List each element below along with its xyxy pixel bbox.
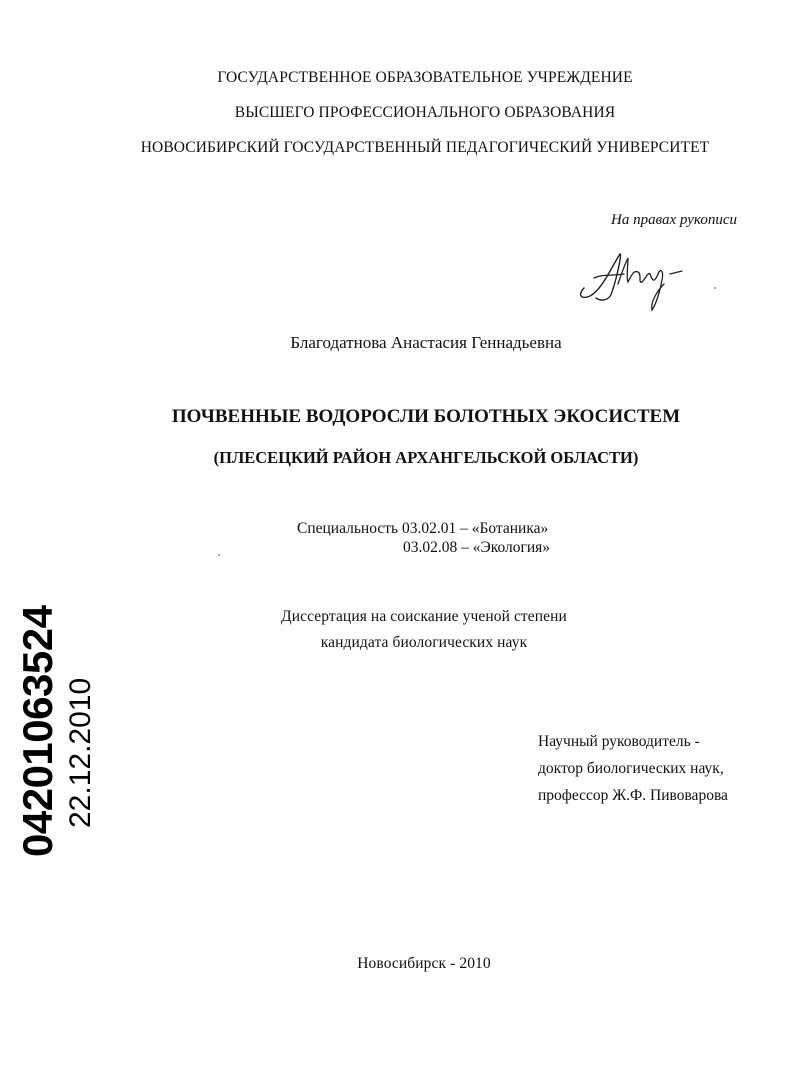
- institution-line-1: ГОСУДАРСТВЕННОЕ ОБРАЗОВАТЕЛЬНОЕ УЧРЕЖДЕНИЕ: [217, 69, 633, 86]
- scan-speck: [218, 554, 220, 556]
- supervisor-line-1: Научный руководитель -: [538, 733, 700, 750]
- scan-speck: [714, 287, 716, 289]
- institution-line-2: ВЫСШЕГО ПРОФЕССИОНАЛЬНОГО ОБРАЗОВАНИЯ: [234, 104, 616, 121]
- institution-line-3: НОВОСИБИРСКИЙ ГОСУДАРСТВЕННЫЙ ПЕДАГОГИЧЕСКИЙ УНИВЕРСИТЕТ: [140, 139, 710, 156]
- author-name: Благодатнова Анастасия Геннадьевна: [290, 333, 562, 352]
- dissertation-line-2: кандидата биологических наук: [320, 634, 528, 651]
- specialty-line-1: Специальность 03.02.01 – «Ботаника»: [297, 520, 549, 537]
- manuscript-note: На правах рукописи: [611, 212, 737, 228]
- registration-date-stamp: 22.12.2010: [64, 677, 97, 828]
- supervisor-line-3: профессор Ж.Ф. Пивоварова: [538, 787, 728, 804]
- thesis-title: ПОЧВЕННЫЕ ВОДОРОСЛИ БОЛОТНЫХ ЭКОСИСТЕМ: [171, 406, 681, 427]
- specialty-line-2: 03.02.08 – «Экология»: [403, 539, 551, 556]
- supervisor-line-2: доктор биологических наук,: [538, 760, 724, 777]
- registration-number-stamp: 04201063524: [14, 605, 61, 857]
- dissertation-line-1: Диссертация на соискание ученой степени: [281, 608, 567, 625]
- thesis-subtitle: (ПЛЕСЕЦКИЙ РАЙОН АРХАНГЕЛЬСКОЙ ОБЛАСТИ): [213, 448, 639, 467]
- city-year: Новосибирск - 2010: [357, 955, 491, 972]
- handwritten-signature: [572, 244, 702, 314]
